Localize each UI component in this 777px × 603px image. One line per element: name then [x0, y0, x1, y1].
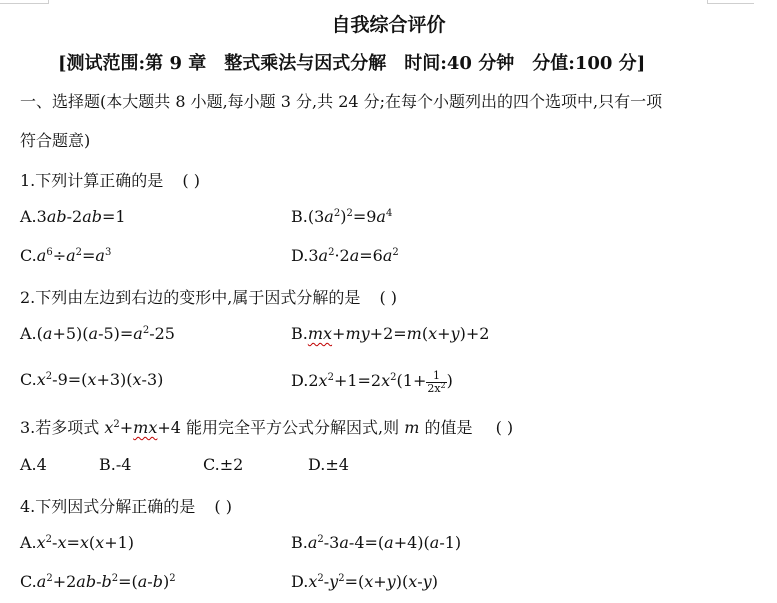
- option-1c: $C.a^6\div a^2=a^3$: [20, 246, 112, 265]
- option-4a: $A.x^2-x=x(x+1)$: [20, 533, 135, 552]
- section-intro-line1: 一、选择题(本大题共 8 小题,每小题 3 分,共 24 分;在每个小题列出的四个选项中,只有一项: [20, 92, 663, 111]
- option-1d: $D.3a^2\cdot 2a=6a^2$: [291, 246, 399, 265]
- question-stem: 2.下列由左边到右边的变形中,属于因式分解的是: [20, 288, 361, 307]
- option-1b: $B.(3a^2)^2=9a^4$: [291, 207, 393, 226]
- option-2a: $A.(a+5)(a-5)=a^2-25$: [20, 324, 175, 343]
- question-1: [20, 168, 200, 191]
- page-title: 自我综合评价: [331, 14, 446, 36]
- option-4b: $B.a^2-3a-4=(a+4)(a-1)$: [291, 533, 462, 552]
- option-3d: D.±4: [308, 455, 349, 474]
- spellcheck-underline: mx: [307, 324, 333, 343]
- option-1a: A.3ab-2ab=1: [20, 207, 126, 226]
- section-intro-line2: 符合题意): [20, 131, 91, 150]
- test-score: 分值:100 分: [532, 53, 637, 74]
- test-scope: 测试范围:第 9 章: [66, 53, 207, 74]
- test-topic: 整式乘法与因式分解: [224, 53, 387, 74]
- option-2b: B.mx+my+2=m(x+y)+2: [291, 324, 490, 343]
- question-stem: 4.下列因式分解正确的是: [20, 497, 196, 516]
- test-time: 时间:40 分钟: [404, 53, 515, 74]
- bracket-open: [: [58, 53, 67, 74]
- fraction: $\frac{1}{2x^2}$: [427, 369, 446, 395]
- answer-blank: ( ): [495, 418, 514, 437]
- answer-blank: ( ): [214, 497, 232, 516]
- option-2d: $D.2x^2+1=2x^2(1+$ $\frac{1}{2x^2}$ ): [291, 369, 453, 395]
- bracket-close: ]: [636, 53, 646, 74]
- question-stem: 1.下列计算正确的是: [20, 171, 164, 190]
- page-corner-mark-left: [0, 0, 49, 4]
- option-4d: $D.x^2-y^2=(x+y)(x-y)$: [291, 572, 438, 591]
- spellcheck-underline: mx: [133, 418, 158, 437]
- answer-blank: ( ): [182, 171, 200, 190]
- option-3c: C.±2: [203, 455, 244, 474]
- question-2: [20, 285, 397, 308]
- test-info: [58, 49, 645, 75]
- option-3a: A.4: [20, 455, 47, 474]
- option-4c: $C.a^2+2ab-b^2=(a-b)^2$: [20, 572, 176, 591]
- question-3: 3.若多项式 $x^2+mx+4$ 能用完全平方公式分解因式,则 m 的值是 ( ): [20, 418, 514, 437]
- question-4: [20, 494, 232, 517]
- option-2c: $C.x^2-9=(x+3)(x-3)$: [20, 370, 164, 389]
- page-corner-mark-right: [707, 0, 754, 4]
- option-3b: B.-4: [99, 455, 132, 474]
- answer-blank: ( ): [379, 288, 398, 307]
